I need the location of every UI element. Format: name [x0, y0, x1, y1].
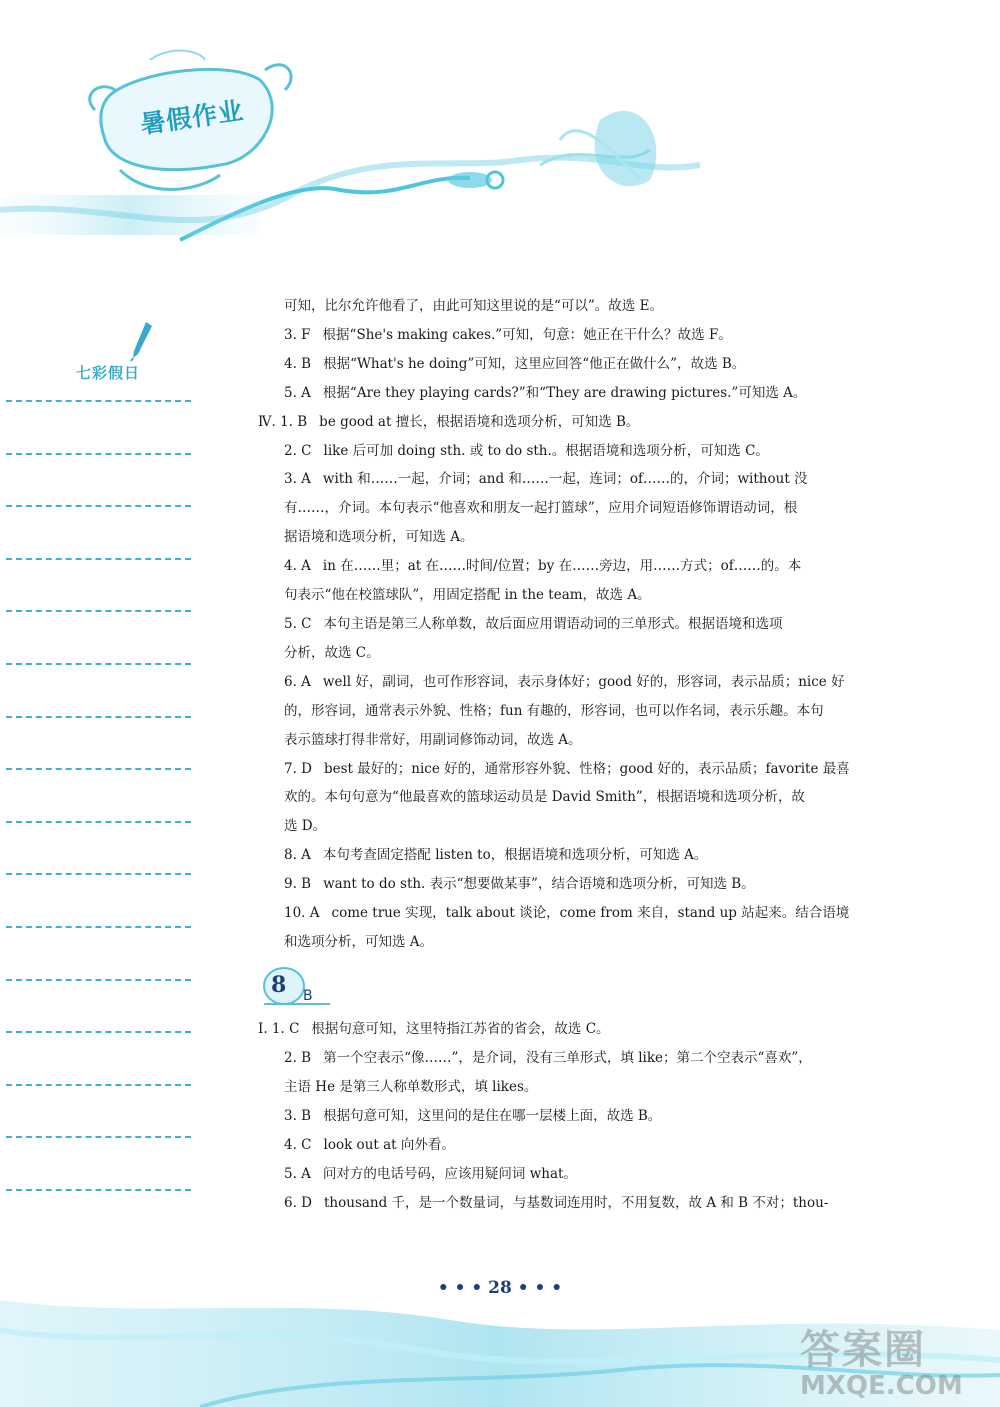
answer-line [258, 1189, 884, 1218]
answer-line [258, 841, 884, 870]
note-line [6, 1031, 191, 1033]
answer-line [258, 321, 884, 350]
answer-line [258, 1044, 884, 1073]
answer-line [258, 783, 884, 812]
answer-line [258, 1015, 884, 1044]
watermark [800, 1318, 990, 1404]
answer-number: 5. C [284, 615, 312, 632]
answer-number: 6. A [284, 673, 311, 690]
note-line [6, 873, 191, 875]
answer-number: Ⅳ. 1. B [258, 413, 308, 430]
answer-line [258, 437, 884, 466]
answer-text: 根据句意可知，这里特指江苏省的省会，故选 C。 [311, 1021, 610, 1037]
answer-number: 2. C [284, 442, 312, 459]
note-line [6, 979, 191, 981]
answer-text: 本句主语是第三人称单数，故后面应用谓语动词的三单形式。根据语境和选项 [323, 615, 783, 632]
answer-list [258, 292, 884, 957]
answer-number: 7. D [284, 760, 312, 777]
answer-line [258, 1131, 884, 1160]
answer-line [258, 581, 884, 610]
answer-line [258, 379, 884, 408]
answer-text: 句表示“他在校篮球队”，用固定搭配 in the team，故选 A。 [284, 587, 651, 604]
answer-line [258, 1160, 884, 1189]
answer-line [258, 610, 884, 639]
note-line [6, 1084, 191, 1086]
note-line [6, 768, 191, 770]
answer-number: 10. A [284, 905, 320, 922]
answer-line [258, 928, 884, 957]
note-line [6, 663, 191, 665]
answer-line [258, 292, 884, 321]
answer-line [258, 697, 884, 726]
watermark-cn: 答案圈 [800, 1327, 926, 1373]
note-line [6, 926, 191, 928]
answer-number: 8. A [284, 847, 311, 864]
note-line [6, 453, 191, 455]
answer-line [258, 755, 884, 784]
answer-text: 的，形容词，通常表示外貌、性格；fun 有趣的，形容词，也可以作名词，表示乐趣。本句 [284, 702, 824, 719]
answer-text: with 和……一起，介词；and 和……一起，连词；of……的，介词；without 没 [322, 471, 808, 488]
answer-line [258, 812, 884, 841]
answer-text: 和选项分析，可知选 A。 [284, 933, 434, 950]
answer-text: be good at 擅长，根据语境和选项分析，可知选 B。 [319, 413, 640, 430]
answer-line [258, 552, 884, 581]
answer-text: thousand 千，是一个数量词，与基数词连用时，不用复数，故 A 和 B 不对；thou- [324, 1195, 829, 1211]
answer-line [258, 350, 884, 379]
answer-number: 3. B [284, 1108, 312, 1124]
notes-lines [6, 400, 191, 1242]
answer-number: 4. A [284, 558, 311, 575]
page-number: • • • 28 • • • [437, 1278, 563, 1298]
answer-number: 9. B [284, 876, 312, 893]
watermark-en: MXQE.COM [800, 1371, 963, 1401]
answer-text: 根据“What's he doing”可知，这里应回答“他正在做什么”，故选 B。 [323, 355, 746, 372]
note-line [6, 821, 191, 823]
answer-number: 2. B [284, 1050, 312, 1066]
answer-line [258, 523, 884, 552]
answer-text: best 最好的；nice 好的，通常形容外貌、性格；good 好的，表示品质；favorite 最喜 [324, 760, 850, 777]
answer-number: 3. A [284, 471, 311, 488]
answer-text: in 在……里；at 在……时间/位置；by 在……旁边，用……方式；of……的。本 [322, 558, 802, 575]
note-line [6, 505, 191, 507]
answer-text: want to do sth. 表示“想要做某事”，结合语境和选项分析，可知选 B。 [323, 876, 755, 893]
pen-icon [130, 320, 154, 362]
answer-text: 表示篮球打得非常好，用副词修饰动词，故选 A。 [284, 731, 582, 748]
answer-number: 4. B [284, 355, 312, 372]
answer-line [258, 408, 884, 437]
answer-text: 欢的。本句句意为“他最喜欢的篮球运动员是 David Smith”，根据语境和选项分析，故 [284, 789, 805, 806]
answer-text: 可知，比尔允许他看了，由此可知这里说的是“可以”。故选 E。 [284, 298, 663, 314]
answer-line [258, 899, 884, 928]
answer-number: 5. A [284, 1166, 311, 1182]
answer-number: 3. F [284, 326, 311, 343]
header-logo-text: 暑假作业 [138, 95, 246, 140]
note-line [6, 400, 191, 402]
answer-line [258, 639, 884, 668]
answer-line [258, 1102, 884, 1131]
answer-text: 根据“She's making cakes.”可知，句意：她正在干什么？故选 F。 [322, 326, 732, 343]
answer-text: 分析，故选 C。 [284, 644, 380, 661]
answer-list-2 [258, 1015, 884, 1218]
answer-number: 6. D [284, 1195, 312, 1211]
answer-number: 5. A [284, 384, 311, 401]
note-line [6, 558, 191, 560]
answer-text: 问对方的电话号码，应该用疑问词 what。 [322, 1166, 577, 1182]
answer-text: 本句考查固定搭配 listen to，根据语境和选项分析，可知选 A。 [322, 847, 708, 864]
answer-line [258, 668, 884, 697]
answer-text: 根据句意可知，这里问的是住在哪一层楼上面，故选 B。 [323, 1108, 662, 1124]
sidebar-label: 七彩假日 [76, 364, 141, 382]
answer-text: come true 实现，talk about 谈论，come from 来自，stand up 站起来。结合语境 [331, 905, 850, 922]
answer-number: 4. C [284, 1137, 312, 1153]
section-number: 8 [271, 972, 287, 998]
answer-line [258, 870, 884, 899]
answer-text: 根据“Are they playing cards?”和“They are drawing pictures.”可知选 A。 [322, 384, 807, 401]
answer-text: 据语境和选项分析，可知选 A。 [284, 529, 474, 546]
answer-line [258, 1073, 884, 1102]
answer-number: Ⅰ. 1. C [258, 1021, 300, 1037]
section-letter: B [303, 988, 313, 1004]
note-line [6, 1189, 191, 1191]
answer-line [258, 494, 884, 523]
answer-line [258, 465, 884, 494]
answer-line [258, 726, 884, 755]
answer-text: 第一个空表示“像……”，是介词，没有三单形式，填 like；第二个空表示“喜欢”， [323, 1050, 812, 1066]
answer-text: 有……，介词。本句表示“他喜欢和朋友一起打篮球”，应用介词短语修饰谓语动词，根 [284, 500, 798, 517]
answer-text: look out at 向外看。 [323, 1137, 455, 1153]
answer-text: 选 D。 [284, 818, 327, 835]
answer-text: well 好，副词，也可作形容词，表示身体好；good 好的，形容词，表示品质；nice 好 [322, 673, 845, 690]
note-line [6, 716, 191, 718]
note-line [6, 610, 191, 612]
answer-text: 主语 He 是第三人称单数形式，填 likes。 [284, 1079, 538, 1095]
note-line [6, 1136, 191, 1138]
answer-text: like 后可加 doing sth. 或 to do sth.。根据语境和选项分析，可知选 C。 [323, 442, 769, 459]
